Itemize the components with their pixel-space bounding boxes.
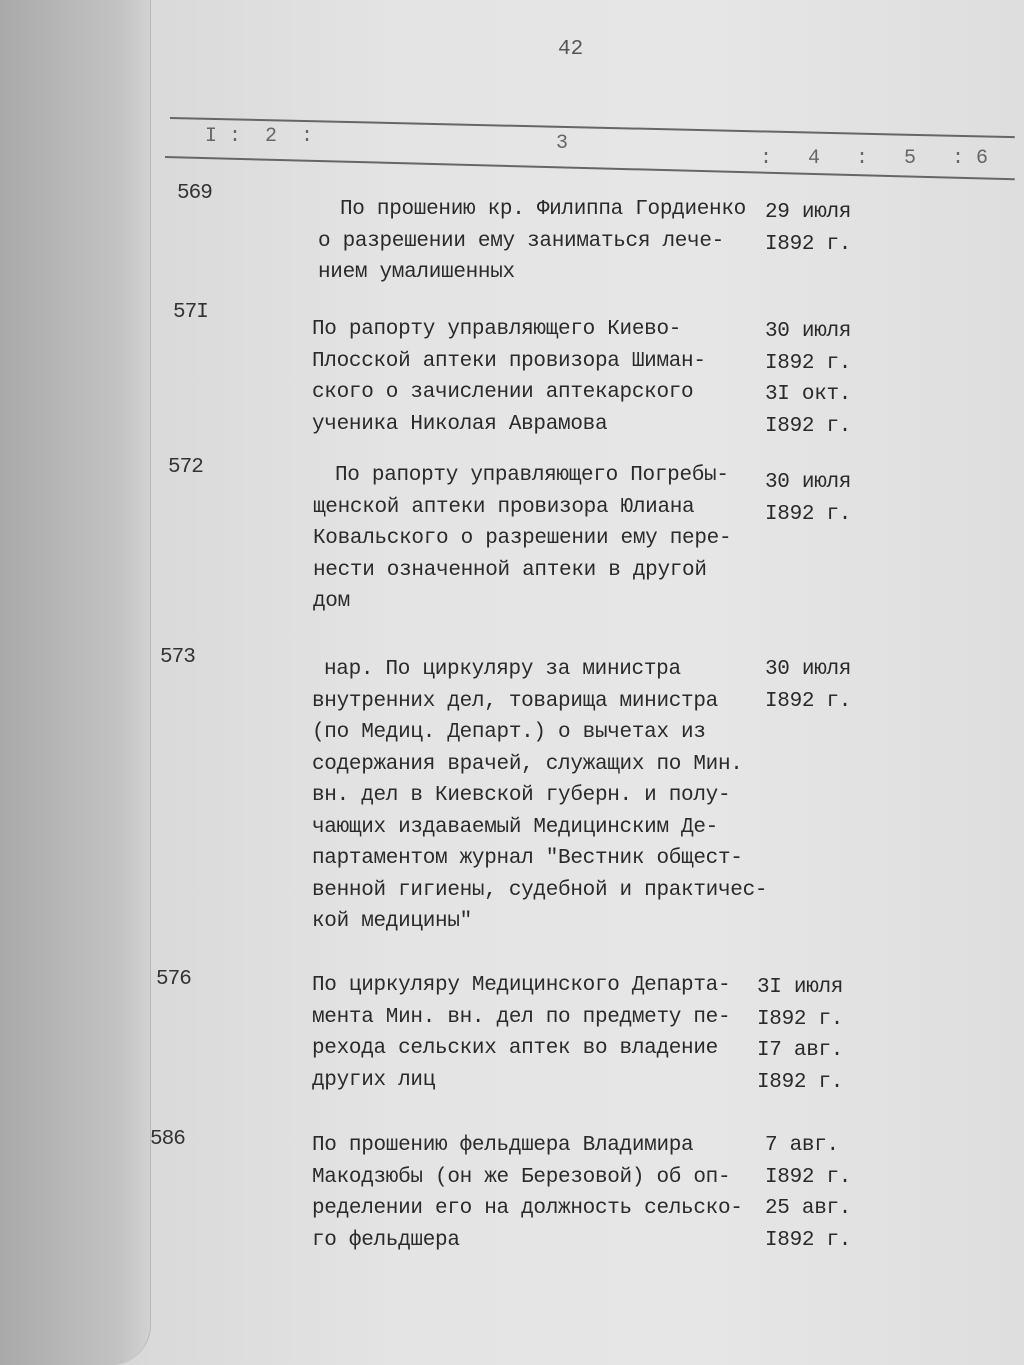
description-line: По прошению фельдшера Владимира <box>312 1134 694 1157</box>
date-line: 30 июля <box>765 658 852 681</box>
description-line: внутренних дел, товарища министра <box>312 689 718 713</box>
description-line: Макодзюбы (он же Березовой) об оп- <box>312 1165 731 1189</box>
date-line: 25 авг. <box>765 1197 852 1220</box>
description-line: щенской аптеки провизора Юлиана <box>313 495 695 519</box>
date-line: I892 г. <box>765 351 852 375</box>
description-line: ского о зачислении аптекарского <box>312 381 694 404</box>
entry-dates <box>757 972 843 1098</box>
description-line: венной гигиены, судебной и практичес- <box>312 878 768 902</box>
description-line: вн. дел в Киевской губерн. и полу- <box>312 784 731 807</box>
description-line: о разрешении ему заниматься лече- <box>318 229 724 253</box>
header-columns-1-2: I : 2 : <box>205 125 314 148</box>
entry-number: 576 <box>156 968 191 991</box>
date-line: 3I июля <box>757 976 844 999</box>
date-line: 30 июля <box>765 320 852 343</box>
entry-number: 569 <box>177 182 212 205</box>
entry-dates <box>765 467 851 530</box>
description-line: Ковальского о разрешении ему пере- <box>313 527 732 550</box>
description-line: других лиц <box>312 1068 436 1092</box>
entry-description <box>312 970 730 1096</box>
date-line: I892 г. <box>765 689 852 713</box>
date-line: I892 г. <box>757 1070 844 1094</box>
date-line: 3I окт. <box>765 383 852 406</box>
adjacent-page-edge <box>0 0 151 1365</box>
entry-dates <box>765 1130 851 1256</box>
entry-number: 586 <box>150 1128 185 1151</box>
date-line: I892 г. <box>765 1228 852 1252</box>
description-line: ределении его на должность сельско- <box>312 1197 743 1220</box>
entry-dates <box>765 316 851 442</box>
entry-dates <box>765 197 851 260</box>
entry-number: 57I <box>173 301 208 324</box>
description-line: ученика Николая Аврамова <box>312 412 608 436</box>
description-line: мента Мин. вн. дел по предмету пе- <box>312 1005 731 1029</box>
entry-description <box>312 654 767 938</box>
description-line: партаментом журнал "Вестник общест- <box>312 847 743 870</box>
entry-description <box>312 314 706 440</box>
header-column-3: 3 <box>556 132 569 155</box>
date-line: 30 июля <box>765 471 852 494</box>
entry-description <box>313 460 731 618</box>
description-line: содержания врачей, служащих по Мин. <box>312 752 743 776</box>
description-line: нием умалишенных <box>318 261 515 284</box>
description-line: Плосской аптеки провизора Шиман- <box>312 349 706 373</box>
description-line: По циркуляру Медицинского Департа- <box>312 974 731 997</box>
date-line: 29 июля <box>765 201 852 224</box>
entry-number: 572 <box>168 456 203 479</box>
date-line: I892 г. <box>765 414 852 438</box>
date-line: I892 г. <box>765 1165 852 1189</box>
entry-description <box>312 1130 743 1256</box>
description-line: нар. По циркуляру за министра <box>324 658 681 681</box>
header-columns-4-6: : 4 : 5 : 6 <box>760 147 989 170</box>
description-line: чающих издаваемый Медицинским Де- <box>312 815 718 839</box>
date-line: I7 авг. <box>757 1039 844 1062</box>
description-line: рехода сельских аптек во владение <box>312 1037 718 1060</box>
date-line: I892 г. <box>765 232 852 256</box>
entry-number: 573 <box>160 646 195 669</box>
page-number: 42 <box>558 38 584 61</box>
description-line: кой медицины" <box>312 910 472 933</box>
date-line: I892 г. <box>757 1007 844 1031</box>
date-line: I892 г. <box>765 502 852 526</box>
description-line: По рапорту управляющего Киево- <box>312 318 682 341</box>
description-line: По рапорту управляющего Погребы- <box>335 464 729 487</box>
description-line: нести означенной аптеки в другой <box>313 558 707 582</box>
date-line: 7 авг. <box>765 1134 839 1157</box>
description-line: го фельдшера <box>312 1228 460 1252</box>
description-line: (по Медиц. Департ.) о вычетах из <box>312 721 706 744</box>
description-line: дом <box>313 590 350 613</box>
entry-description <box>318 194 746 289</box>
description-line: По прошению кр. Филиппа Гордиенко <box>340 198 746 221</box>
entry-dates <box>765 654 851 717</box>
